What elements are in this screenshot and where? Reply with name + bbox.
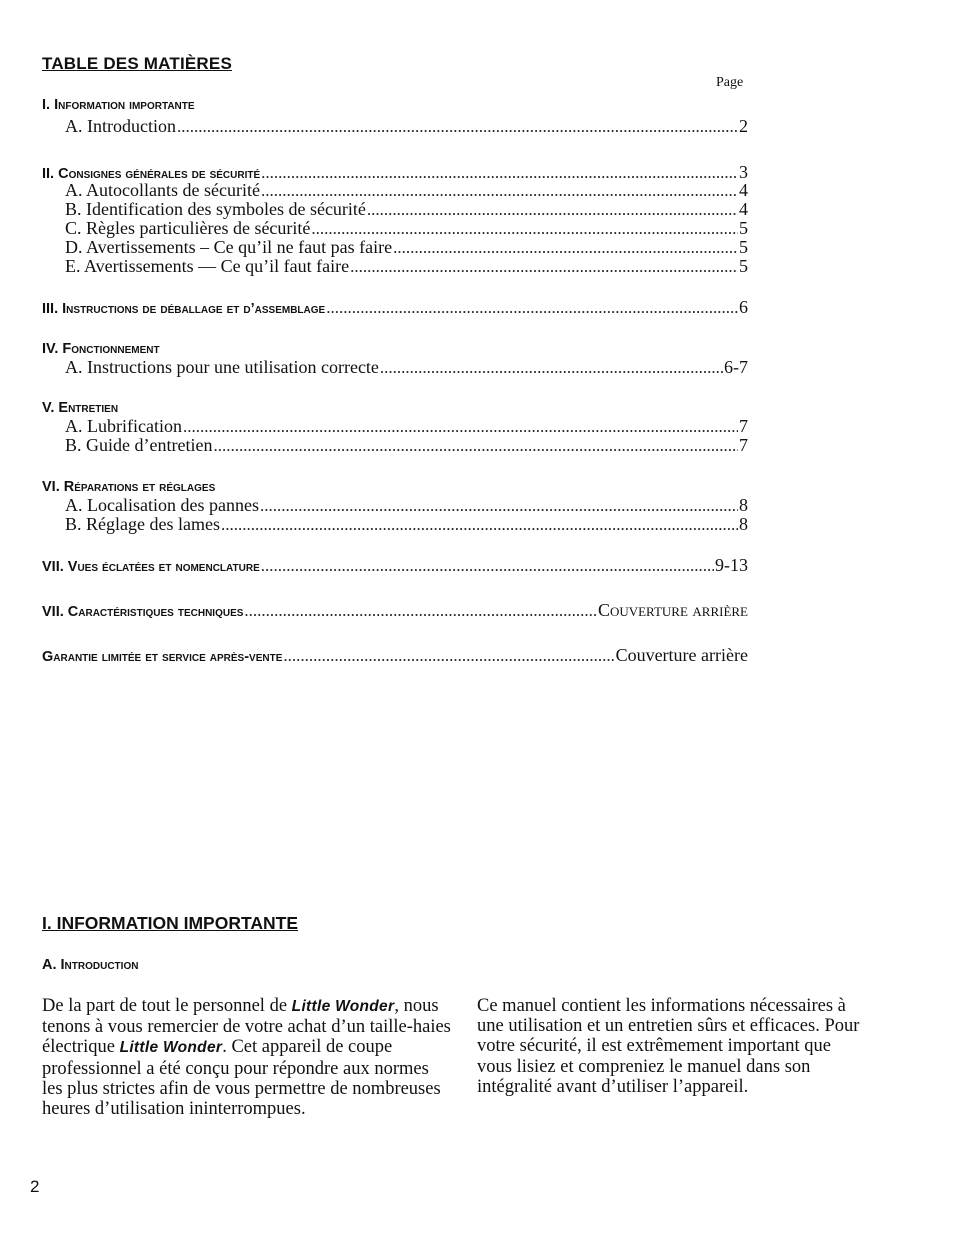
leader-dots — [183, 417, 738, 436]
intro-text: . Cet appareil de coupe professionnel a été conçu pour répondre aux normes les plus strictes afin de vous permettre de nombreuses heures d’utilisation ininterrompues. — [42, 1037, 441, 1120]
toc-item-2c — [42, 219, 748, 238]
toc-item-label: A. Autocollants de sécurité — [65, 180, 260, 200]
toc-section-page: Couverture arrière — [615, 645, 748, 665]
toc-item-page: 6-7 — [724, 357, 748, 377]
toc-section-3 — [42, 298, 748, 319]
toc-item-6b — [42, 515, 748, 534]
toc-item-page: 8 — [739, 495, 748, 515]
toc-item-1a — [42, 117, 748, 136]
leader-dots — [283, 646, 614, 665]
toc-item-2b — [42, 200, 748, 219]
leader-dots — [311, 219, 738, 238]
toc-item-page: 2 — [739, 116, 748, 136]
toc-item-page: 5 — [739, 237, 748, 257]
toc-item-page: 7 — [739, 435, 748, 455]
toc-section-page: 6 — [739, 297, 748, 317]
toc-title: TABLE DES MATIÈRES — [42, 54, 232, 73]
intro-text: , nous tenons à vous remercier de votre achat d’un taille-haies électrique — [42, 996, 451, 1058]
toc-item-4a — [42, 358, 748, 377]
leader-dots — [393, 238, 738, 257]
toc-item-page: 4 — [739, 199, 748, 219]
toc-section-label: III. Instructions de déballage et d’assemblage — [42, 301, 326, 317]
toc-section-6: VI. Réparations et réglages — [42, 479, 216, 495]
toc-item-6a — [42, 496, 748, 515]
page-number: 2 — [30, 1177, 40, 1196]
toc-item-label: D. Avertissements – Ce qu’il ne faut pas faire — [65, 237, 393, 257]
toc-section-5: V. Entretien — [42, 400, 119, 416]
toc-section-page: 3 — [739, 162, 748, 182]
toc-item-label: A. Instructions pour une utilisation correcte — [65, 357, 379, 377]
intro-left-column — [42, 996, 452, 1119]
toc-item-page: 4 — [739, 180, 748, 200]
toc-section-label: VII. Caractéristiques techniques — [42, 604, 244, 620]
toc-section-page: 9-13 — [715, 555, 748, 575]
toc-item-5b — [42, 436, 748, 455]
intro-right-column: Ce manuel contient les informations nécessaires à une utilisation et un entretien sûrs et efficaces. Pour votre sécurité, il est extrêmement important que vous lisiez et compreniez le manuel dans son intégralité avant d’utiliser l’appareil. — [477, 996, 860, 1097]
brand-name: Little Wonder — [291, 998, 395, 1015]
section-heading: I. INFORMATION IMPORTANTE — [42, 913, 298, 933]
toc-section-4: IV. Fonctionnement — [42, 341, 160, 357]
toc-item-page: 8 — [739, 514, 748, 534]
leader-dots — [261, 181, 738, 200]
leader-dots — [177, 117, 738, 136]
toc-section-label: Garantie limitée et service après-vente — [42, 649, 283, 665]
toc-section-9 — [42, 646, 748, 667]
leader-dots — [261, 163, 738, 182]
subsection-heading: A. Introduction — [42, 957, 139, 973]
toc-item-label: B. Réglage des lames — [65, 514, 220, 534]
toc-item-page: 7 — [739, 416, 748, 436]
leader-dots — [244, 601, 597, 620]
toc-item-page: 5 — [739, 218, 748, 238]
brand-name: Little Wonder — [119, 1039, 223, 1057]
toc-item-label: B. Guide d’entretien — [65, 435, 213, 455]
toc-section-8 — [42, 601, 748, 622]
toc-item-label: B. Identification des symboles de sécurité — [65, 199, 366, 219]
toc-item-label: A. Lubrification — [65, 416, 182, 436]
toc-item-2a — [42, 181, 748, 200]
toc-section-page: Couverture arrière — [597, 600, 748, 620]
intro-text: De la part de tout le personnel de — [42, 996, 292, 1016]
leader-dots — [261, 556, 714, 575]
leader-dots — [221, 515, 738, 534]
toc-item-label: C. Règles particulières de sécurité — [65, 218, 311, 238]
leader-dots — [213, 436, 738, 455]
toc-item-page: 5 — [739, 256, 748, 276]
toc-item-label: A. Introduction — [65, 116, 176, 136]
toc-item-label: A. Localisation des pannes — [65, 495, 259, 515]
page-column-label: Page — [716, 75, 744, 90]
toc-section-label: VII. Vues éclatées et nomenclature — [42, 559, 260, 575]
toc-item-label: E. Avertissements — Ce qu’il faut faire — [65, 256, 350, 276]
leader-dots — [260, 496, 738, 515]
leader-dots — [350, 257, 738, 276]
toc-section-label: II. Consignes générales de sécurité — [42, 166, 261, 182]
toc-section-7 — [42, 556, 748, 577]
toc-item-2e — [42, 257, 748, 276]
toc-item-5a — [42, 417, 748, 436]
toc-item-2d — [42, 238, 748, 257]
leader-dots — [326, 298, 738, 317]
leader-dots — [380, 358, 723, 377]
toc-section-1: I. Information importante — [42, 97, 195, 113]
leader-dots — [367, 200, 738, 219]
